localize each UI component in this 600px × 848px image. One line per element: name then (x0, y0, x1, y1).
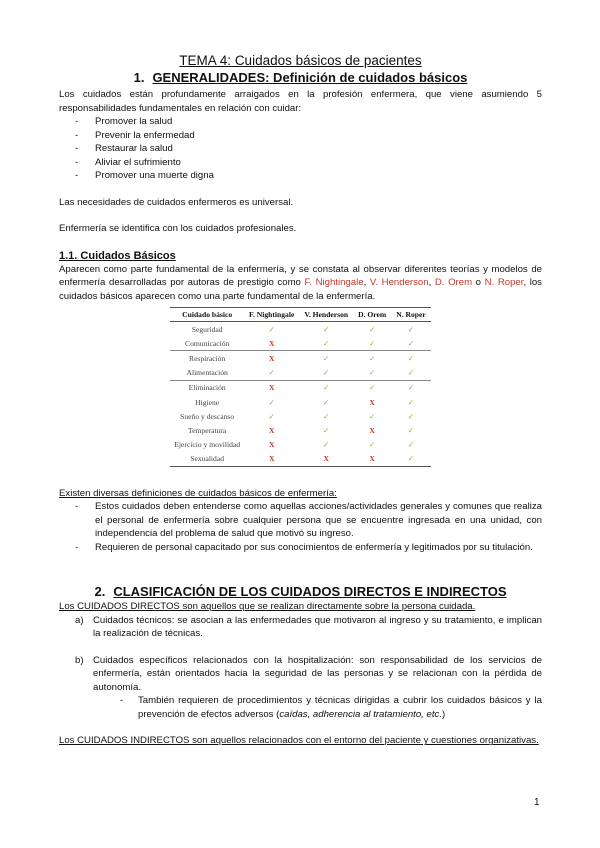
section-1-heading (59, 70, 542, 86)
care-label: Temperatura (188, 425, 227, 435)
check-mark: ✓ (407, 338, 415, 348)
check-mark: ✓ (407, 425, 415, 435)
check-mark: ✓ (268, 324, 275, 334)
list-item (120, 694, 542, 721)
list-item: - Prevenir la enfermedad (75, 129, 542, 143)
table-row (170, 395, 431, 409)
check-mark: ✓ (323, 338, 330, 348)
check-mark: ✓ (268, 397, 275, 407)
check-mark: ✓ (368, 324, 376, 334)
cross-mark: X (299, 452, 353, 467)
definitions-list (59, 500, 542, 554)
check-mark: ✓ (323, 425, 330, 435)
table-row (170, 322, 431, 337)
section-1-number: 1. (133, 70, 145, 85)
separator: , (363, 277, 370, 288)
list-item: - Promover una muerte digna (75, 169, 542, 183)
section-2-number: 2. (94, 584, 106, 600)
table-row (170, 351, 431, 366)
table-row (170, 452, 431, 467)
professional-care-paragraph: Enfermería se identifica con los cuidados profesionales. (59, 223, 297, 234)
check-mark: ✓ (323, 397, 330, 407)
table-row (170, 438, 431, 452)
table-header: V. Henderson (299, 308, 353, 322)
care-label: Eliminación (170, 380, 244, 395)
sub-list (93, 694, 542, 721)
list-item: - Requieren de personal capacitado por sus conocimientos de enfermería y legitimados por su titulación. (75, 541, 542, 555)
table-header: Cuidado básico (170, 308, 244, 322)
table-body (170, 322, 431, 467)
care-label: Seguridad (191, 324, 223, 334)
section-1-1-heading: 1.1. Cuidados Básicos (59, 249, 176, 262)
list-item: - Promover la salud (75, 115, 542, 129)
item-letter: b) (75, 654, 84, 666)
section-2-heading (59, 584, 542, 600)
check-mark: ✓ (323, 324, 330, 334)
list-item (75, 654, 542, 722)
care-label: Sueño y descanso (180, 411, 235, 421)
check-mark: ✓ (323, 411, 330, 421)
table-header-row (170, 308, 431, 322)
check-mark: ✓ (299, 351, 353, 366)
check-mark: ✓ (391, 380, 431, 395)
document-title: TEMA 4: Cuidados básicos de pacientes (179, 53, 422, 68)
section-2-title: CLASIFICACIÓN DE LOS CUIDADOS DIRECTOS E INDIRECTOS (113, 584, 507, 600)
indirect-care-paragraph: Los CUIDADOS INDIRECTOS son aquellos relacionados con el entorno del paciente y cuestiones organizativas. (59, 735, 539, 747)
check-mark: ✓ (323, 368, 330, 378)
check-mark: ✓ (391, 452, 431, 467)
basic-care-table (170, 307, 431, 467)
author-roper: N. Roper (484, 277, 524, 288)
table-row (170, 380, 431, 395)
author-orem: D. Orem (434, 277, 473, 288)
check-mark: ✓ (407, 411, 415, 421)
direct-care-list (59, 614, 542, 722)
check-mark: ✓ (407, 397, 415, 407)
care-label: Respiración (170, 351, 244, 366)
care-label: Alimentación (186, 368, 228, 378)
universal-needs-paragraph: Las necesidades de cuidados enfermeros es universal. (59, 196, 294, 208)
table-header: F. Nightingale (244, 308, 299, 322)
table-row (170, 366, 431, 381)
check-mark: ✓ (368, 411, 376, 421)
section-1-intro: Los cuidados están profundamente arraigados en la profesión enfermera, que viene asumiendo 5 responsabilidades fundamentales en relación con cuidar: (59, 89, 542, 114)
care-label: Ejercicio y movilidad (174, 440, 241, 450)
item-text: Cuidados específicos relacionados con la hospitalización: son responsabilidad de los servicios de enfermería, están orientados hacia la seguridad de las personas y se relacionan con la pérdida de autonomía. (93, 654, 542, 693)
paragraph-text: Aparecen como parte fundamental de la enfermería, y se constata al observar diferentes teorías y modelos de enfermería desarrolladas por autoras de prestigio como (59, 263, 542, 288)
check-mark: ✓ (407, 368, 415, 378)
direct-care-intro: Los CUIDADOS DIRECTOS son aquellos que se realizan directamente sobre la persona cuidada. (59, 601, 476, 613)
table-row (170, 423, 431, 437)
check-mark: ✓ (323, 440, 330, 450)
check-mark: ✓ (353, 380, 391, 395)
table-row (170, 336, 431, 351)
check-mark: ✓ (368, 368, 376, 378)
sub-text-italic: caídas, adherencia al tratamiento, etc. (279, 708, 442, 720)
cross-mark: X (244, 380, 299, 395)
check-mark: ✓ (368, 440, 376, 450)
page-number: 1 (534, 797, 540, 808)
sub-text: ) (441, 708, 446, 720)
cross-mark: X (353, 452, 391, 467)
check-mark: ✓ (299, 380, 353, 395)
table-header: N. Roper (391, 308, 431, 322)
item-letter: a) (75, 614, 84, 626)
check-mark: ✓ (407, 324, 415, 334)
care-label: Comunicación (185, 338, 230, 348)
responsibilities-list (59, 115, 542, 183)
table-row (170, 409, 431, 423)
care-label: Sexualidad (170, 452, 244, 467)
cross-mark: X (268, 338, 275, 348)
list-item: - Aliviar el sufrimiento (75, 156, 542, 170)
list-item: - Estos cuidados deben entenderse como aquellas acciones/actividades generales y comunes que realiza el personal de enfermería sobre cualquier persona que se encuentre ingresada en una unidad, con independencia del problema de salud que motivó su ingreso. (75, 500, 542, 541)
author-nightingale: F. Nightingale (304, 277, 364, 288)
cross-mark: X (244, 351, 299, 366)
section-1-title: GENERALIDADES: Definición de cuidados básicos (152, 70, 468, 85)
cross-mark: X (244, 452, 299, 467)
check-mark: ✓ (391, 351, 431, 366)
list-item (75, 614, 542, 641)
cross-mark: X (268, 440, 275, 450)
check-mark: ✓ (268, 411, 275, 421)
check-mark: ✓ (368, 338, 376, 348)
care-label: Higiene (195, 397, 220, 407)
definitions-intro: Existen diversas definiciones de cuidados básicos de enfermería: (59, 487, 337, 499)
list-item: - Restaurar la salud (75, 142, 542, 156)
section-1-1-paragraph (59, 263, 542, 304)
check-mark: ✓ (353, 351, 391, 366)
check-mark: ✓ (268, 368, 275, 378)
author-henderson: V. Henderson (369, 277, 429, 288)
check-mark: ✓ (407, 440, 415, 450)
sub-text: También requieren de procedimientos y técnicas dirigidas a cubrir los cuidados básicos y la prevención de efectos adversos ( (138, 695, 542, 720)
document-page (59, 52, 542, 748)
table-header: D. Orem (353, 308, 391, 322)
cross-mark: X (369, 425, 375, 435)
item-text: Cuidados técnicos: se asocian a las enfermedades que motivaron al ingreso y su tratamiento, e implican la realización de técnicas. (93, 614, 542, 640)
paragraph-text: , los cuidados básicos aparecen como una parte fundamental de la enfermería. (59, 277, 542, 302)
cross-mark: X (369, 397, 375, 407)
cross-mark: X (268, 425, 275, 435)
separator: , (428, 277, 435, 288)
separator: o (472, 277, 485, 288)
